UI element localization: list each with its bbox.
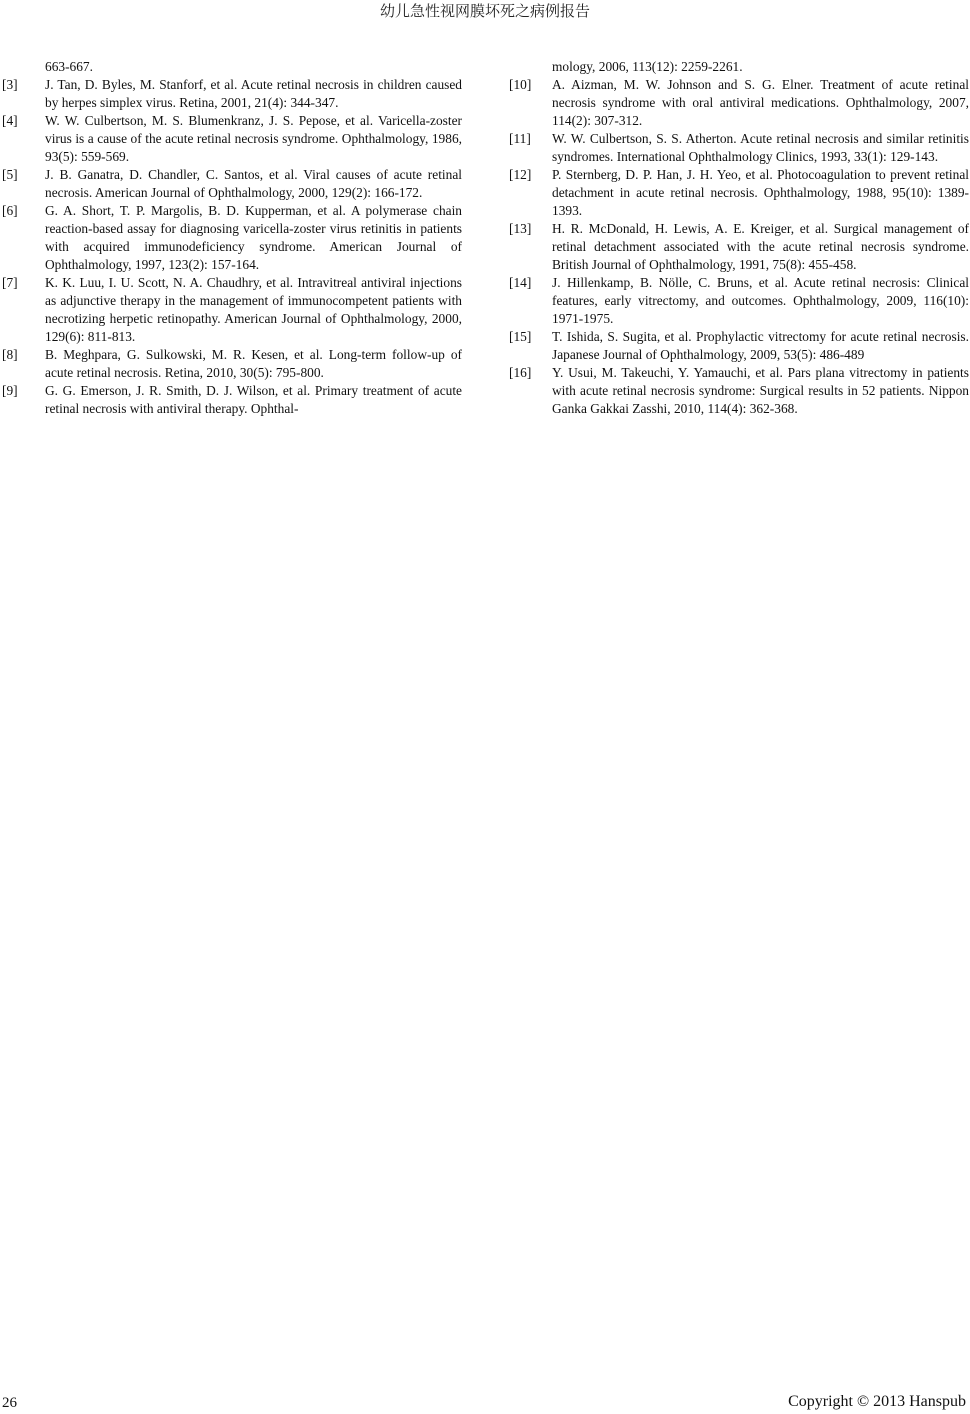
reference-text: J. Tan, D. Byles, M. Stanforf, et al. Acute retinal necrosis in children caused by herpes simplex virus. Retina, 2001, 21(4): 344-347.: [45, 77, 462, 110]
reference-text: Y. Usui, M. Takeuchi, Y. Yamauchi, et al. Pars plana vitrectomy in patients with acute retinal necrosis syndrome: Surgical results in 52 patients. Nippon Ganka Gakkai Zasshi, 2010, 114(4): 362-368.: [552, 365, 969, 416]
reference-entry: [0, 346, 462, 382]
references-right-column: [507, 58, 969, 418]
reference-text: T. Ishida, S. Sugita, et al. Prophylactic vitrectomy for acute retinal necrosis. Japanese Journal of Ophthalmology, 2009, 53(5): 486-489: [552, 329, 969, 362]
reference-number: [11]: [509, 131, 531, 146]
reference-entry: [0, 76, 462, 112]
reference-number: [5]: [2, 167, 18, 182]
reference-continuation: mology, 2006, 113(12): 2259-2261.: [552, 59, 743, 74]
reference-text: J. Hillenkamp, B. Nölle, C. Bruns, et al. Acute retinal necrosis: Clinical features, early vitrectomy, and outcomes. Ophthalmology, 2009, 116(10): 1971-1975.: [552, 275, 969, 326]
reference-number: [12]: [509, 167, 532, 182]
reference-entry: [507, 274, 969, 328]
reference-number: [4]: [2, 113, 18, 128]
reference-entry: [0, 274, 462, 346]
reference-entry: [507, 130, 969, 166]
reference-number: [6]: [2, 203, 18, 218]
reference-text: B. Meghpara, G. Sulkowski, M. R. Kesen, et al. Long-term follow-up of acute retinal necrosis. Retina, 2010, 30(5): 795-800.: [45, 347, 462, 380]
reference-number: [9]: [2, 383, 18, 398]
reference-entry: [0, 382, 462, 418]
reference-number: [10]: [509, 77, 532, 92]
reference-number: [15]: [509, 329, 532, 344]
reference-text: H. R. McDonald, H. Lewis, A. E. Kreiger, et al. Surgical management of retinal detachment associated with the acute retinal necrosis syndrome. British Journal of Ophthalmology, 1991, 75(8): 455-458.: [552, 221, 969, 272]
reference-entry: [507, 220, 969, 274]
reference-entry: [507, 76, 969, 130]
reference-number: [8]: [2, 347, 18, 362]
reference-entry: [0, 112, 462, 166]
reference-entry: [0, 166, 462, 202]
reference-continuation: 663-667.: [45, 59, 93, 74]
reference-number: [14]: [509, 275, 532, 290]
running-header: 幼儿急性视网膜坏死之病例报告: [379, 2, 590, 20]
references-left-column: [0, 58, 462, 418]
copyright-notice: Copyright © 2013 Hanspub: [788, 1393, 966, 1410]
reference-text: A. Aizman, M. W. Johnson and S. G. Elner. Treatment of acute retinal necrosis syndrome with oral antiviral medications. Ophthalmology, 2007, 114(2): 307-312.: [552, 77, 969, 128]
reference-text: W. W. Culbertson, S. S. Atherton. Acute retinal necrosis and similar retinitis syndromes. International Ophthalmology Clinics, 1993, 33(1): 129-143.: [552, 131, 969, 164]
reference-text: G. G. Emerson, J. R. Smith, D. J. Wilson, et al. Primary treatment of acute retinal necrosis with antiviral therapy. Ophthal-: [45, 383, 462, 416]
reference-number: [3]: [2, 77, 18, 92]
reference-text: G. A. Short, T. P. Margolis, B. D. Kupperman, et al. A polymerase chain reaction-based assay for diagnosing varicella-zoster virus retinitis in patients with acquired immunodeficiency syndrome. American Journal of Ophthalmology, 1997, 123(2): 157-164.: [45, 203, 462, 272]
reference-text: W. W. Culbertson, M. S. Blumenkranz, J. S. Pepose, et al. Varicella-zoster virus is a cause of the acute retinal necrosis syndrome. Ophthalmology, 1986, 93(5): 559-569.: [45, 113, 462, 164]
reference-entry: [507, 166, 969, 220]
reference-entry: [507, 328, 969, 364]
reference-number: [13]: [509, 221, 532, 236]
reference-entry: [0, 202, 462, 274]
reference-number: [16]: [509, 365, 532, 380]
reference-text: K. K. Luu, I. U. Scott, N. A. Chaudhry, et al. Intravitreal antiviral injections as adjunctive therapy in the management of immunocompetent patients with necrotizing herpetic retinopathy. American Journal of Ophthalmology, 2000, 129(6): 811-813.: [45, 275, 462, 344]
reference-number: [7]: [2, 275, 18, 290]
reference-entry: [507, 364, 969, 418]
reference-text: P. Sternberg, D. P. Han, J. H. Yeo, et al. Photocoagulation to prevent retinal detachment in acute retinal necrosis. Ophthalmology, 1988, 95(10): 1389-1393.: [552, 167, 969, 218]
page-number: 26: [2, 1395, 17, 1411]
reference-text: J. B. Ganatra, D. Chandler, C. Santos, et al. Viral causes of acute retinal necrosis. American Journal of Ophthalmology, 2000, 129(2): 166-172.: [45, 167, 462, 200]
